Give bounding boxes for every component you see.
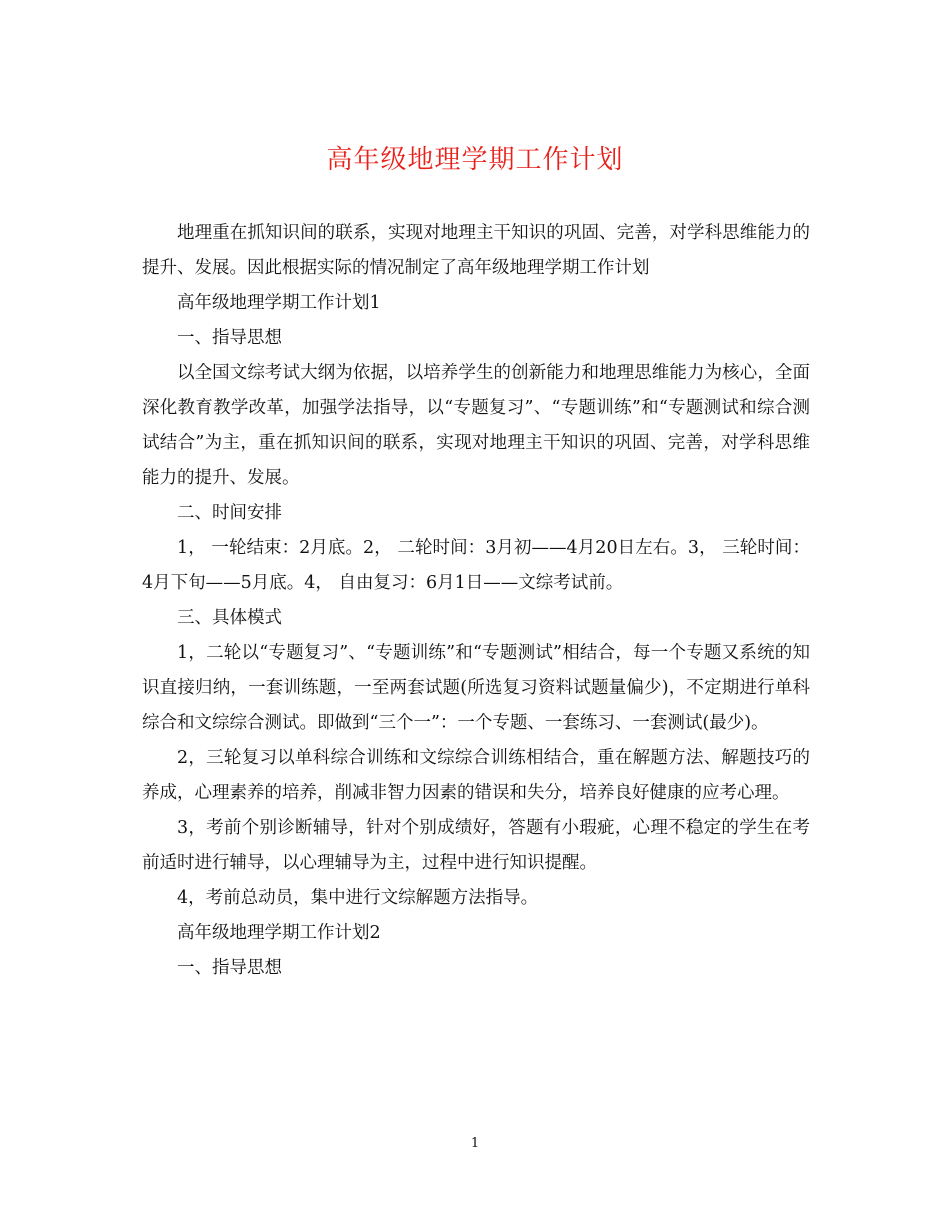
section-heading-specific-mode: 三、具体模式	[177, 608, 282, 628]
paragraph-guiding-ideology: 以全国文综考试大纲为依据，以培养学生的创新能力和地理思维能力为核心，全面深化教育教学改革，加强学法指导，以“专题复习”、“专题训练”和“专题测试和综合测试结合”为主，重在抓知识间的联系，实现对地理主干知识的巩固、完善，对学科思维能力的提升、发展。	[142, 363, 810, 488]
paragraph-mode-3: 3，考前个别诊断辅导，针对个别成绩好，答题有小瑕疵，心理不稳定的学生在考前适时进行辅导，以心理辅导为主，过程中进行知识提醒。	[142, 818, 810, 873]
section-heading-guiding-ideology-2: 一、指导思想	[177, 958, 282, 978]
section-heading-plan-1: 高年级地理学期工作计划1	[177, 293, 381, 313]
paragraph-schedule: 1， 一轮结束：2月底。2， 二轮时间：3月初——4月20日左右。3， 三轮时间：4月下旬——5月底。4， 自由复习：6月1日——文综考试前。	[142, 538, 810, 593]
paragraph-mode-1: 1，二轮以“专题复习”、“专题训练”和“专题测试”相结合，每一个专题又系统的知识直接归纳，一套训练题，一至两套试题(所选复习资料试题量偏少)，不定期进行单科综合和文综综合测试。即做到“三个一”：一个专题、一套练习、一套测试(最少)。	[142, 643, 810, 733]
paragraph-mode-4: 4，考前总动员，集中进行文综解题方法指导。	[177, 888, 539, 908]
section-heading-guiding-ideology: 一、指导思想	[177, 328, 282, 348]
paragraph-intro: 地理重在抓知识间的联系，实现对地理主干知识的巩固、完善，对学科思维能力的提升、发展。因此根据实际的情况制定了高年级地理学期工作计划	[142, 223, 810, 278]
document-body	[142, 216, 810, 986]
document-title: 高年级地理学期工作计划	[326, 145, 624, 175]
page-number: 1	[470, 1136, 480, 1151]
section-heading-plan-2: 高年级地理学期工作计划2	[177, 923, 381, 943]
paragraph-mode-2: 2，三轮复习以单科综合训练和文综综合训练相结合，重在解题方法、解题技巧的养成，心理素养的培养，削减非智力因素的错误和失分，培养良好健康的应考心理。	[142, 748, 810, 803]
section-heading-schedule: 二、时间安排	[177, 503, 282, 523]
